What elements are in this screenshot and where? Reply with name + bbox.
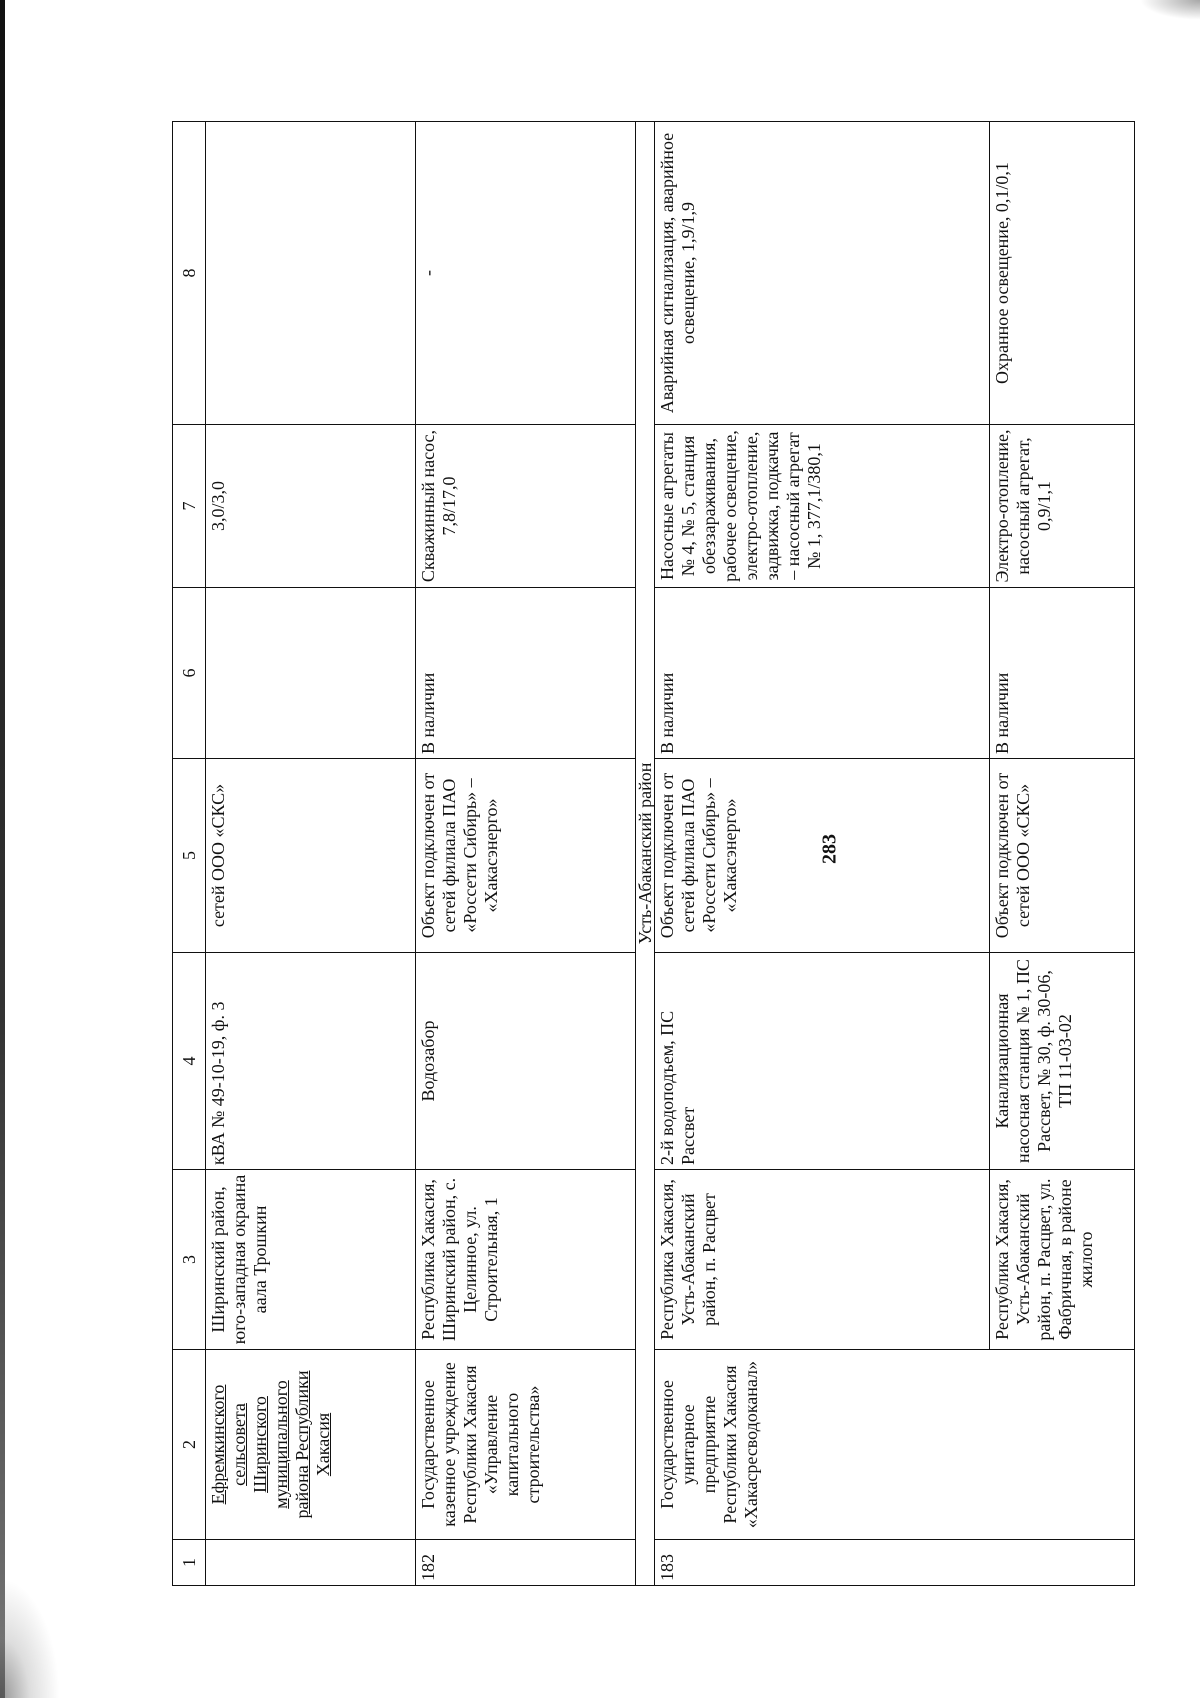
load-category-1: Электро-отопление, насосный агрегат, 0,9/1,1	[990, 425, 1135, 588]
availability: В наличии	[416, 588, 636, 759]
organization: Государственное казенное учреждение Республики Хакасия «Управление капитального строительства»	[416, 1350, 636, 1540]
power-source: сетей ООО «СКС»	[206, 759, 416, 953]
load-category-1: Скважинный насос, 7,8/17,0	[416, 425, 636, 588]
address: Республика Хакасия, Усть-Абаканский район, п. Расцвет	[655, 1170, 990, 1350]
object: Водозабор	[416, 953, 636, 1170]
scan-shadow-top	[1140, 0, 1200, 20]
page-number: 283	[818, 834, 841, 864]
header-cell: 7	[173, 425, 206, 588]
header-cell: 1	[173, 1540, 206, 1586]
power-source: Объект подключен от сетей филиала ПАО «Россети Сибирь» – «Хакасэнерго»	[655, 759, 990, 953]
table-row	[206, 122, 416, 1586]
availability: В наличии	[990, 588, 1135, 759]
row-number	[206, 1540, 416, 1586]
power-source: Объект подключен от сетей ООО «СКС»	[990, 759, 1135, 953]
header-cell: 8	[173, 122, 206, 425]
object: 2-й водоподъем, ПС Рассвет	[655, 953, 990, 1170]
row-number: 183	[655, 1540, 1135, 1586]
power-source: Объект подключен от сетей филиала ПАО «Россети Сибирь» – «Хакасэнерго»	[416, 759, 636, 953]
scan-shadow	[0, 1578, 60, 1698]
load-category-2: Охранное освещение, 0,1/0,1	[990, 122, 1135, 425]
address: Ширинский район, юго-западная окраина аала Трошкин	[206, 1170, 416, 1350]
table-row	[655, 122, 990, 1586]
load-category-2: Аварийная сигнализация, аварийное освещение, 1,9/1,9	[655, 122, 990, 425]
data-table	[172, 121, 1135, 1586]
header-cell: 5	[173, 759, 206, 953]
availability	[206, 588, 416, 759]
district-header: Усть-Абаканский район	[636, 122, 655, 1586]
address: Республика Хакасия, Усть-Абаканский район, п. Расцвет, ул. Фабричная, в районе жилого	[990, 1170, 1135, 1350]
header-cell: 3	[173, 1170, 206, 1350]
scan-edge	[0, 0, 5, 1698]
availability: В наличии	[655, 588, 990, 759]
load-category-1: Насосные агрегаты № 4, № 5, станция обеззараживания, рабочее освещение, электро-отопление, задвижка, подкачка – насосный агрегат № 1, 377,1/380,1	[655, 425, 990, 588]
table-header-row	[173, 122, 206, 1586]
header-cell: 6	[173, 588, 206, 759]
address: Республика Хакасия, Ширинский район, с. Целинное, ул. Строительная, 1	[416, 1170, 636, 1350]
load-category-2	[206, 122, 416, 425]
header-cell: 4	[173, 953, 206, 1170]
row-number: 182	[416, 1540, 636, 1586]
organization: Ефремкинского сельсовета Ширинского муниципального района Республики Хакасия	[206, 1350, 416, 1540]
district-row	[636, 122, 655, 1586]
rotated-table-container	[172, 122, 1108, 1586]
load-category-2: -	[416, 122, 636, 425]
object: Канализационная насосная станция № 1, ПС Рассвет, № 30, ф. 30-06, ТП 11-03-02	[990, 953, 1135, 1170]
load-category-1: 3,0/3,0	[206, 425, 416, 588]
object: кВА № 49-10-19, ф. 3	[206, 953, 416, 1170]
organization: Государственное унитарное предприятие Республики Хакасия «Хакасресводоканал»	[655, 1350, 1135, 1540]
table-row	[416, 122, 636, 1586]
header-cell: 2	[173, 1350, 206, 1540]
